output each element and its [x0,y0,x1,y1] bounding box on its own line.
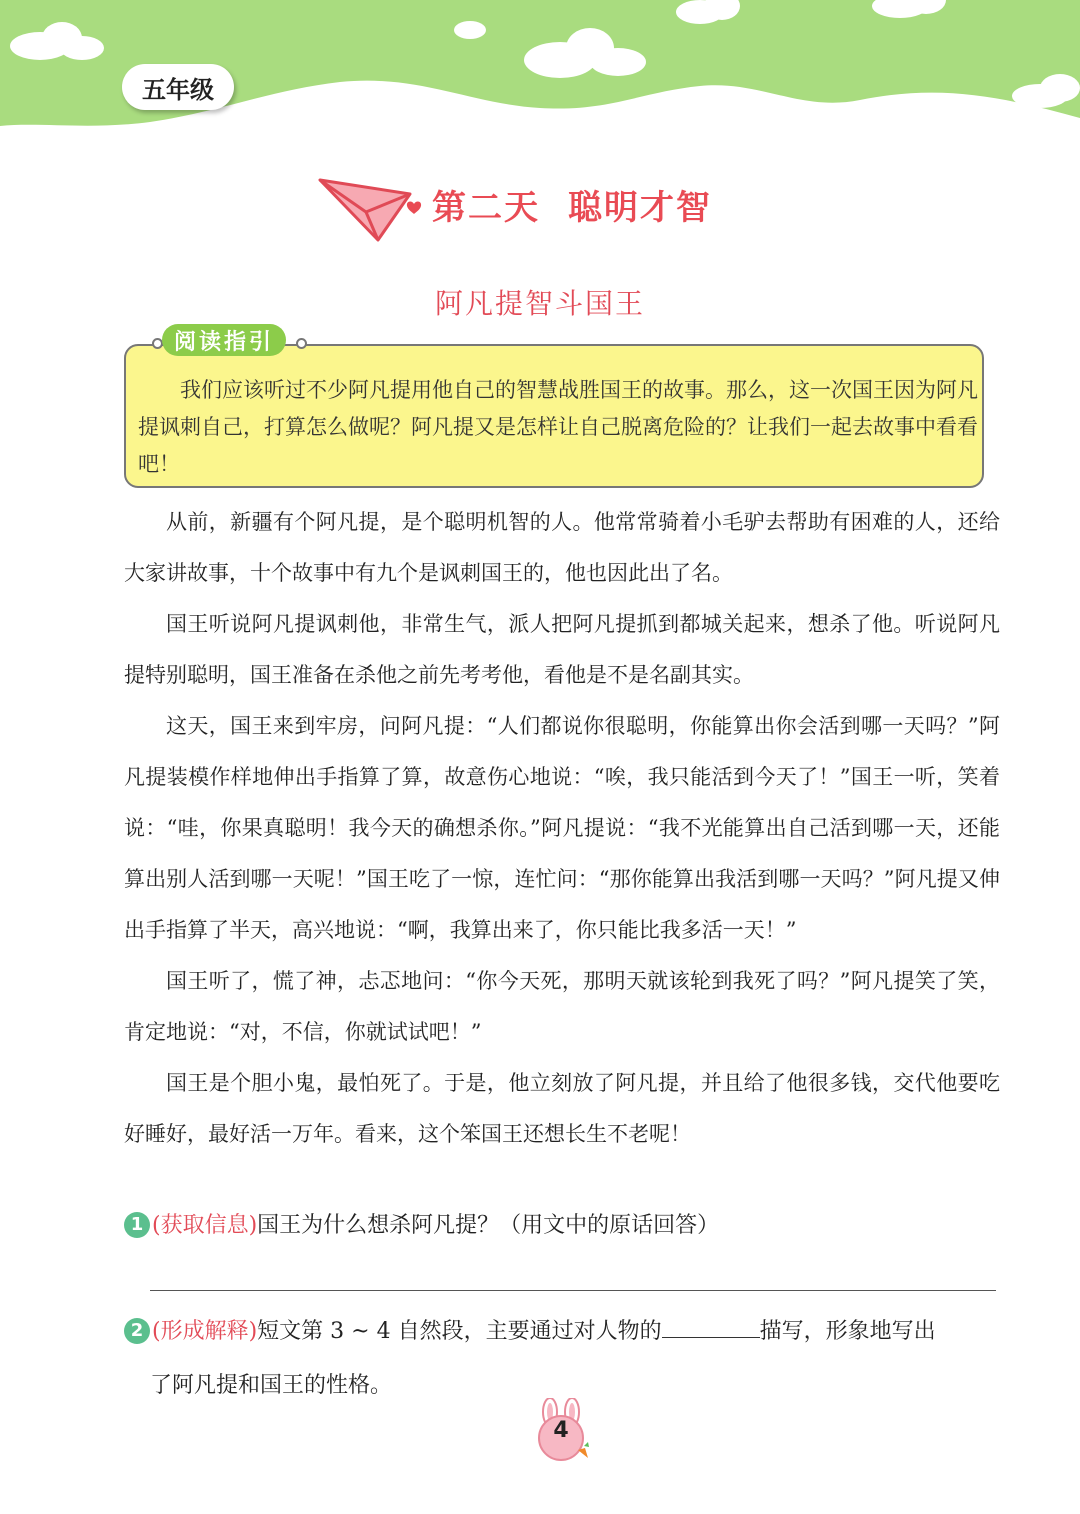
day-label: 第二天 [432,188,540,228]
story-paragraph: 从前，新疆有个阿凡提，是个聪明机智的人。他常常骑着小毛驴去帮助有困难的人，还给大家讲故事，十个故事中有九个是讽刺国王的，他也因此出了名。 [124,510,1000,585]
question-text-after: 描写，形象地写出 [759,1319,936,1344]
story-title: 阿凡提智斗国王 [434,287,645,320]
question-text: 国王为什么想杀阿凡提？（用文中的原话回答） [257,1213,720,1238]
question-number: 2 [124,1318,150,1344]
story-body [124,497,1000,1160]
grade-badge: 五年级 [122,64,234,110]
paper-plane-icon [318,176,428,242]
story-paragraph: 这天，国王来到牢房，问阿凡提：“人们都说你很聪明，你能算出你会活到哪一天吗？”阿凡提装模作样地伸出手指算了算，故意伤心地说：“唉，我只能活到今天了！”国王一听，笑着说：“哇，你果真聪明！我今天的确想杀你。”阿凡提说：“我不光能算出自己活到哪一天，还能算出别人活到哪一天呢！”国王吃了一惊，连忙问：“那你能算出我活到哪一天吗？”阿凡提又伸出手指算了半天，高兴地说：“啊，我算出来了，你只能比我多活一天！” [124,714,1000,942]
question-tag: (形成解释) [152,1319,258,1344]
question-2-continuation: 了阿凡提和国王的性格。 [150,1373,393,1398]
page-number: 4 [553,1418,569,1443]
reading-guide-text: 我们应该听过不少阿凡提用他自己的智慧战胜国王的故事。那么，这一次国王因为阿凡提讽刺自己，打算怎么做呢？阿凡提又是怎样让自己脱离危险的？让我们一起去故事中看看吧！ [138,378,978,476]
question-tag: (获取信息) [152,1213,258,1238]
question-2 [124,1306,1000,1358]
page-number-badge [532,1398,592,1464]
question-1 [124,1200,1000,1252]
theme-label: 聪明才智 [568,188,712,228]
story-paragraph: 国王听了，慌了神，忐忑地问：“你今天死，那明天就该轮到我死了吗？”阿凡提笑了笑，肯定地说：“对，不信，你就试试吧！” [124,969,1000,1044]
question-text-before: 短文第 3 ~ 4 自然段，主要通过对人物的 [257,1319,662,1344]
story-paragraph: 国王是个胆小鬼，最怕死了。于是，他立刻放了阿凡提，并且给了他很多钱，交代他要吃好睡好，最好活一万年。看来，这个笨国王还想长生不老呢！ [124,1071,1000,1146]
guide-dot-right [296,338,307,349]
answer-line[interactable] [150,1290,996,1291]
answer-blank[interactable] [662,1315,760,1338]
reading-guide-label: 阅读指引 [162,324,286,356]
story-paragraph: 国王听说阿凡提讽刺他，非常生气，派人把阿凡提抓到都城关起来，想杀了他。听说阿凡提特别聪明，国王准备在杀他之前先考考他，看他是不是名副其实。 [124,612,1000,687]
day-title [432,180,740,230]
question-number: 1 [124,1212,150,1238]
